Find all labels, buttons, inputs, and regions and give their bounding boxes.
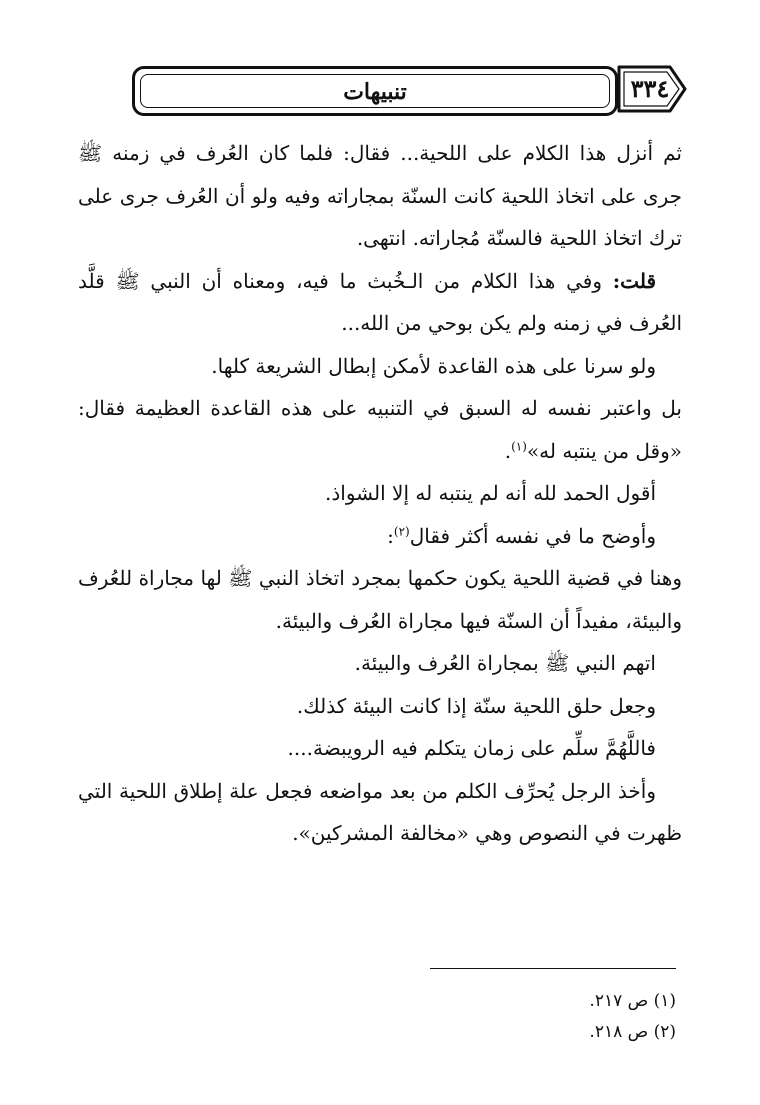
chapter-title: تنبيهات xyxy=(343,79,407,105)
title-frame-inner xyxy=(140,74,610,108)
paragraph xyxy=(78,345,682,388)
paragraph-tail: . xyxy=(504,438,512,463)
footnotes xyxy=(430,986,676,1048)
paragraph xyxy=(78,132,682,260)
paragraph-lead: قلت: xyxy=(612,268,656,293)
paragraph-text: وجعل حلق اللحية سنّة إذا كانت البيئة كذلك. xyxy=(296,693,656,718)
footnote-ref[interactable]: (٢) xyxy=(393,523,410,538)
paragraph-text: وهنا في قضية اللحية يكون حكمها بمجرد اتخاذ النبي ﷺ لها مجاراة للعُرف والبيئة، مفيداً أن السنّة فيها مجاراة العُرف والبيئة. xyxy=(78,566,682,633)
paragraph xyxy=(78,727,682,770)
paragraph xyxy=(78,387,682,472)
paragraph-text: وفي هذا الكلام من الـخُبث ما فيه، ومعناه أن النبي ﷺ قلَّد العُرف في زمنه ولم يكن بوحي من الله... xyxy=(78,268,682,335)
paragraph xyxy=(78,770,682,855)
paragraph xyxy=(78,557,682,642)
paragraph-text: اتهم النبي ﷺ بمجاراة العُرف والبيئة. xyxy=(354,651,656,675)
paragraph xyxy=(78,642,682,685)
paragraph-text: وأوضح ما في نفسه أكثر فقال xyxy=(409,523,656,548)
page-number-badge xyxy=(616,62,688,116)
page-body xyxy=(78,132,682,855)
footnote-item: (٢) ص ٢١٨. xyxy=(589,1022,676,1042)
paragraph xyxy=(78,515,682,558)
paragraph-text: وأخذ الرجل يُحرِّف الكلم من بعد مواضعه فجعل علة إطلاق اللحية التي ظهرت في النصوص وهي «مخالفة المشركين». xyxy=(78,778,682,845)
paragraph-text: أقول الحمد لله أنه لم ينتبه له إلا الشواذ. xyxy=(325,481,656,505)
paragraph-text: ولو سرنا على هذه القاعدة لأمكن إبطال الشريعة كلها. xyxy=(211,353,656,378)
paragraph-text: فاللَّهُمَّ سلِّم على زمان يتكلم فيه الرويبضة.... xyxy=(287,736,656,760)
paragraph xyxy=(78,260,682,345)
footnote-ref[interactable]: (١) xyxy=(511,438,527,453)
paragraph-tail: : xyxy=(387,523,394,548)
page-number: ٣٣٤ xyxy=(630,74,670,103)
page-header xyxy=(132,62,688,122)
footnote-item: (١) ص ٢١٧. xyxy=(589,991,676,1011)
paragraph-text: ثم أنزل هذا الكلام على اللحية... فقال: فلما كان العُرف في زمنه ﷺ جرى على اتخاذ اللحية كانت السنّة بمجاراته وفيه ولو أن العُرف جرى على ترك اتخاذ اللحية فالسنّة مُجاراته. انتهى. xyxy=(78,141,682,250)
paragraph xyxy=(78,472,682,515)
footnote-divider xyxy=(430,968,676,969)
paragraph-text: بل واعتبر نفسه له السبق في التنبيه على هذه القاعدة العظيمة فقال: «وقل من ينتبه له» xyxy=(78,396,682,463)
paragraph xyxy=(78,685,682,728)
title-frame xyxy=(132,66,618,116)
